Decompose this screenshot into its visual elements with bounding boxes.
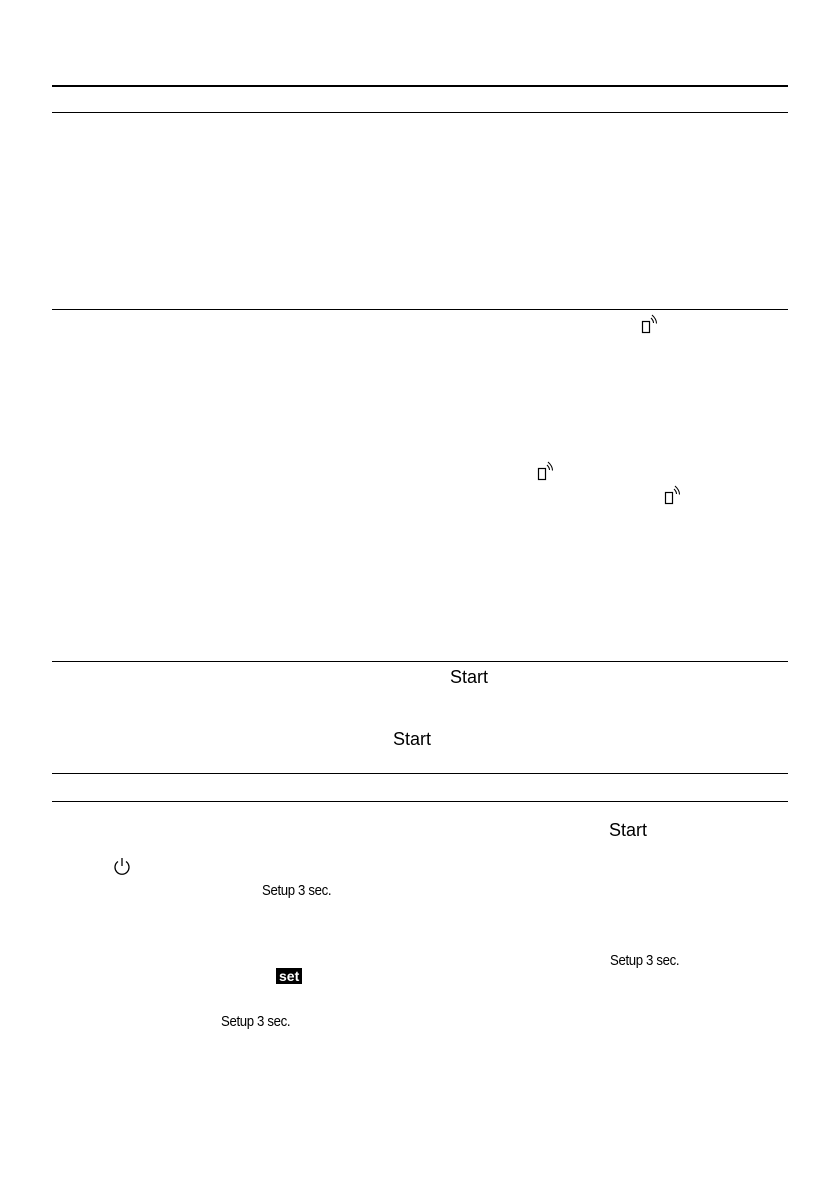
start-label: Start bbox=[393, 729, 432, 749]
set-badge: set bbox=[276, 968, 302, 984]
setup-label: Setup 3 sec. bbox=[221, 1013, 291, 1030]
start-label: Start bbox=[609, 820, 648, 840]
remote-start-icon bbox=[641, 313, 659, 335]
table-top-rule bbox=[52, 85, 788, 87]
setup-label: Setup 3 sec. bbox=[610, 952, 680, 969]
table-row-divider bbox=[52, 661, 788, 662]
start-label: Start bbox=[450, 667, 489, 687]
power-icon bbox=[112, 856, 132, 878]
table-row-divider bbox=[52, 801, 788, 802]
table-header-rule bbox=[52, 112, 788, 113]
table-row-divider bbox=[52, 309, 788, 310]
remote-start-icon bbox=[664, 484, 682, 506]
setup-label: Setup 3 sec. bbox=[262, 882, 332, 899]
remote-start-icon bbox=[537, 460, 555, 482]
table-row-divider bbox=[52, 773, 788, 774]
